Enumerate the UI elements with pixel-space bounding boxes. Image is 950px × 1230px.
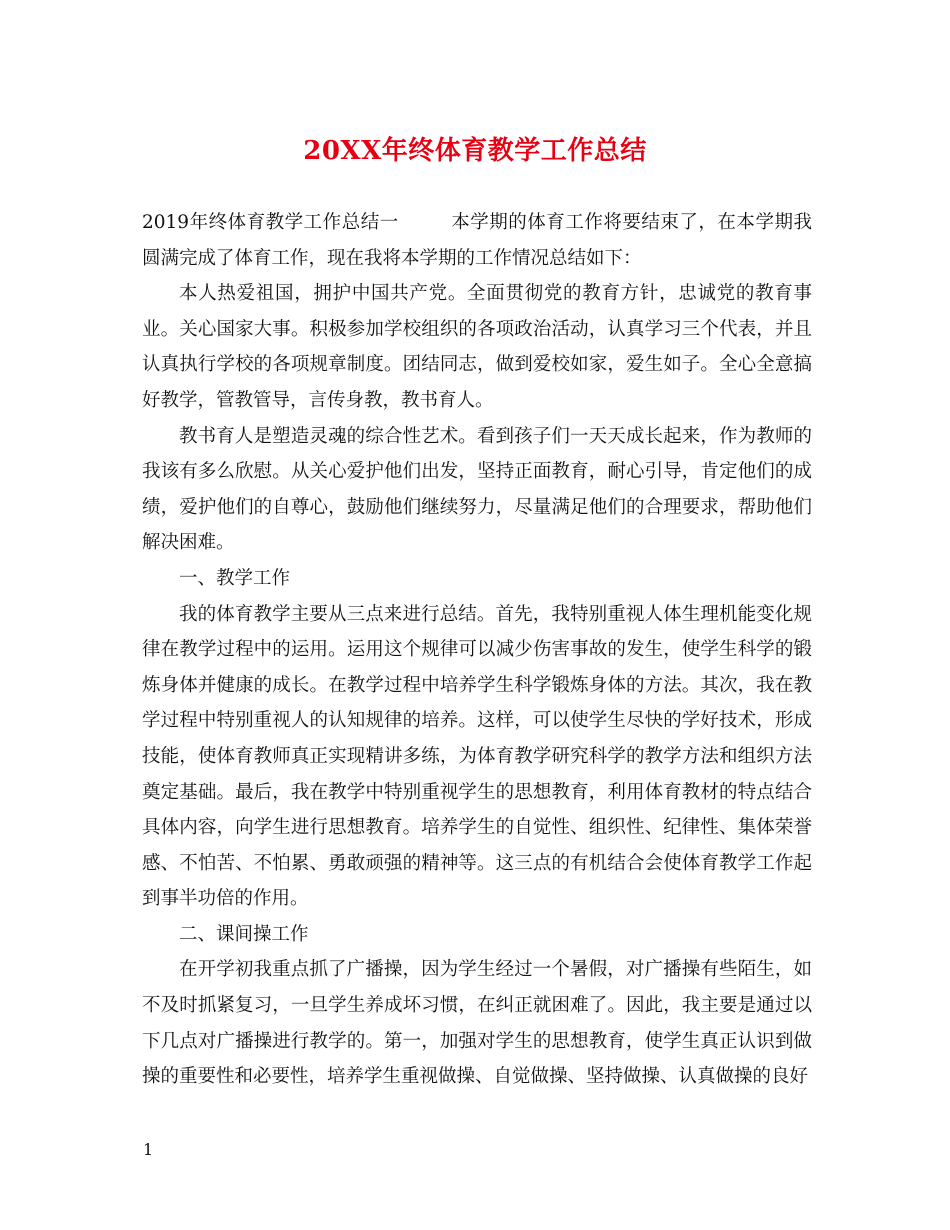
section-heading-teaching: 一、教学工作: [179, 567, 291, 589]
document-body: [142, 205, 812, 1095]
page-number: 1: [143, 1140, 154, 1159]
document-title: 20XX年终体育教学工作总结: [303, 136, 647, 166]
intro-lead: 2019年终体育教学工作总结一: [142, 212, 399, 233]
section-heading-exercise: 二、课间操工作: [179, 923, 309, 945]
paragraph-2: 教书育人是塑造灵魂的综合性艺术。看到孩子们一天天成长起来，作为教师的我该有多么欣慰。从关心爱护他们出发，坚持正面教育，耐心引导，肯定他们的成绩，爱护他们的自尊心，鼓励他们继续努力，尽量满足他们的合理要求，帮助他们解决困难。: [142, 425, 812, 554]
intro-paragraph: [142, 205, 812, 276]
paragraph-1: 本人热爱祖国，拥护中国共产党。全面贯彻党的教育方针，忠诚党的教育事业。关心国家大事。积极参加学校组织的各项政治活动，认真学习三个代表，并且认真执行学校的各项规章制度。团结同志，做到爱校如家，爱生如子。全心全意搞好教学，管教管导，言传身教，教书育人。: [142, 283, 812, 411]
paragraph-4: 在开学初我重点抓了广播操，因为学生经过一个暑假，对广播操有些陌生，如不及时抓紧复习，一旦学生养成坏习惯，在纠正就困难了。因此，我主要是通过以下几点对广播操进行教学的。第一，加强对学生的思想教育，使学生真正认识到做操的重要性和必要性，培养学生重视做操、自觉做操、坚持做操、认真做操的良好: [142, 959, 812, 1088]
paragraph-3: 我的体育教学主要从三点来进行总结。首先，我特别重视人体生理机能变化规律在教学过程中的运用。运用这个规律可以减少伤害事故的发生，使学生科学的锻炼身体并健康的成长。在教学过程中培养学生科学锻炼身体的方法。其次，我在教学过程中特别重视人的认知规律的培养。这样，可以使学生尽快的学好技术，形成技能，使体育教师真正实现精讲多练，为体育教学研究科学的教学方法和组织方法奠定基础。最后，我在教学中特别重视学生的思想教育，利用体育教材的特点结合具体内容，向学生进行思想教育。培养学生的自觉性、组织性、纪律性、集体荣誉感、不怕苦、不怕累、勇敢顽强的精神等。这三点的有机结合会使体育教学工作起到事半功倍的作用。: [142, 603, 812, 910]
intro-text: 本学期的体育工作将要结束了，在本学期我圆满完成了体育工作，现在我将本学期的工作情况总结如下：: [142, 212, 812, 269]
